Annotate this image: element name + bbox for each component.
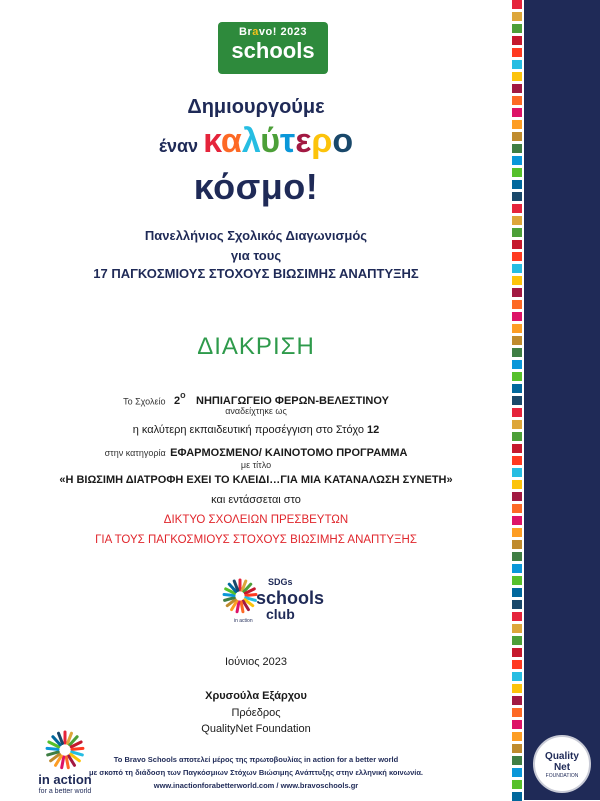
sdg-strip-segment xyxy=(512,612,522,621)
sdg-strip-segment xyxy=(512,144,522,153)
sdg-strip-segment xyxy=(512,408,522,417)
sdg-strip-segment xyxy=(512,456,522,465)
sdg-strip-segment xyxy=(512,684,522,693)
sdg-strip-segment xyxy=(512,432,522,441)
project-title: «Η ΒΙΩΣΙΜΗ ΔΙΑΤΡΟΦΗ ΕΧΕΙ ΤΟ ΚΛΕΙΔΙ…ΓΙΑ ΜΙΑ ΚΑΤΑΝΑΛΩΣΗ ΣΥΝΕΤΗ» xyxy=(59,474,453,486)
distinguished-as: αναδείχτηκε ως xyxy=(225,406,287,416)
in-action-logo: in action for a better world xyxy=(30,728,100,796)
sdg-strip-segment xyxy=(512,24,522,33)
in-action-wheel-icon xyxy=(45,730,85,770)
sdg-strip-segment xyxy=(512,468,522,477)
sdg-strip-segment xyxy=(512,480,522,489)
sdg-strip-segment xyxy=(512,660,522,669)
sdg-strip-segment xyxy=(512,552,522,561)
sdg-strip-segment xyxy=(512,60,522,69)
sdg-strip-segment xyxy=(512,516,522,525)
competition-line-2: για τους xyxy=(230,248,282,263)
sdg-strip-segment xyxy=(512,708,522,717)
navy-side-bar xyxy=(524,0,600,800)
footer-line-2: με σκοπό τη διάδοση των Παγκόσμιων Στόχων Βιώσιμης Ανάπτυξης στην ελληνική κοινωνία. xyxy=(88,768,424,777)
sdg-strip-segment xyxy=(512,576,522,585)
sdg-strip-segment xyxy=(512,288,522,297)
sdg-strip-segment xyxy=(512,12,522,21)
category-line: στην κατηγορία ΕΦΑΡΜΟΣΜΕΝΟ/ ΚΑΙΝΟΤΟΜΟ ΠΡΟΓΡΑΜΜΑ xyxy=(104,447,408,459)
sdg-strip-segment xyxy=(512,696,522,705)
sdg-strip-segment xyxy=(512,636,522,645)
sdg-strip-segment xyxy=(512,264,522,273)
sdg-strip-segment xyxy=(512,168,522,177)
sdg-strip-segment xyxy=(512,300,522,309)
sdg-strip-segment xyxy=(512,624,522,633)
headline-line-1: Δημιουργούμε xyxy=(187,96,325,118)
sdg-strip-segment xyxy=(512,132,522,141)
sdg-strip-segment xyxy=(512,312,522,321)
sdg-strip-segment xyxy=(512,120,522,129)
sdg-strip-segment xyxy=(512,36,522,45)
bravo-schools-logo: Bravo! 2023 schools xyxy=(218,22,328,74)
signatory-name: Χρυσούλα Εξάρχου xyxy=(205,690,307,702)
sdg-strip-segment xyxy=(512,492,522,501)
sdg-strip-segment xyxy=(512,564,522,573)
sdg-strip-segment xyxy=(512,360,522,369)
sdg-strip-segment xyxy=(512,108,522,117)
sdg-strip-segment xyxy=(512,756,522,765)
sdg-strip-segment xyxy=(512,336,522,345)
sdg-strip-segment xyxy=(512,384,522,393)
sdg-strip-segment xyxy=(512,216,522,225)
sdg-strip-segment xyxy=(512,228,522,237)
headline-line-2: έναν καλύτερο xyxy=(158,122,354,160)
sdg-strip-segment xyxy=(512,672,522,681)
award-title: ΔΙΑΚΡΙΣΗ xyxy=(197,333,315,360)
signatory-org: QualityNet Foundation xyxy=(201,723,311,735)
sdg-strip-segment xyxy=(512,780,522,789)
sdg-strip-segment xyxy=(512,528,522,537)
sdg-strip-segment xyxy=(512,444,522,453)
sdg-strip-segment xyxy=(512,648,522,657)
sdg-strip-segment xyxy=(512,48,522,57)
sdg-wheel-icon xyxy=(222,574,258,618)
sdg-color-strip xyxy=(512,0,522,800)
sdg-strip-segment xyxy=(512,396,522,405)
signatory-role: Πρόεδρος xyxy=(231,707,281,719)
sdg-strip-segment xyxy=(512,276,522,285)
sdg-strip-segment xyxy=(512,240,522,249)
sdg-strip-segment xyxy=(512,252,522,261)
school-line: Το Σχολείο $2^o$ ΝΗΠΙΑΓΩΓΕΙΟ ΦΕΡΩΝ-ΒΕΛΕΣΤΙΝΟΥ xyxy=(123,390,389,408)
competition-line-1: Πανελλήνιος Σχολικός Διαγωνισμός xyxy=(144,228,368,243)
sdg-strip-segment xyxy=(512,192,522,201)
sdg-strip-segment xyxy=(512,96,522,105)
sdg-strip-segment xyxy=(512,420,522,429)
sdg-strip-segment xyxy=(512,348,522,357)
competition-line-3: 17 ΠΑΓΚΟΣΜΙΟΥΣ ΣΤΟΧΟΥΣ ΒΙΩΣΙΜΗΣ ΑΝΑΠΤΥΞΗΣ xyxy=(93,266,419,281)
sdg-strip-segment xyxy=(512,0,522,9)
sdg-strip-segment xyxy=(512,600,522,609)
footer-links[interactable]: www.inactionforabetterworld.com / www.bravoschools.gr xyxy=(153,781,359,790)
footer-line-1: Το Bravo Schools αποτελεί μέρος της πρωτοβουλίας in action for a better world xyxy=(113,755,399,764)
sdg-strip-segment xyxy=(512,72,522,81)
sdg-strip-segment xyxy=(512,372,522,381)
network-line-1: ΔΙΚΤΥΟ ΣΧΟΛΕΙΩΝ ΠΡΕΣΒΕΥΤΩΝ xyxy=(163,514,349,526)
sdg-strip-segment xyxy=(512,744,522,753)
network-line-2: ΓΙΑ ΤΟΥΣ ΠΑΓΚΟΣΜΙΟΥΣ ΣΤΟΧΟΥΣ ΒΙΩΣΙΜΗΣ ΑΝΑΠΤΥΞΗΣ xyxy=(95,534,417,546)
sdg-strip-segment xyxy=(512,324,522,333)
titled-label: με τίτλο xyxy=(240,460,272,470)
sdg-strip-segment xyxy=(512,180,522,189)
sdg-strip-segment xyxy=(512,84,522,93)
sdg-strip-segment xyxy=(512,720,522,729)
sdgs-schools-club-logo: SDGs schools club in action xyxy=(222,574,322,630)
headline-line-3: κόσμο! xyxy=(193,166,319,207)
sdg-strip-segment xyxy=(512,768,522,777)
sdg-strip-segment xyxy=(512,588,522,597)
qualitynet-foundation-logo: Quality Net FOUNDATION xyxy=(533,735,591,793)
sdg-strip-segment xyxy=(512,540,522,549)
included-line: και εντάσσεται στο xyxy=(211,494,301,506)
sdg-strip-segment xyxy=(512,504,522,513)
rainbow-word: καλύτερο xyxy=(203,122,354,160)
sdg-strip-segment xyxy=(512,204,522,213)
date: Ιούνιος 2023 xyxy=(224,656,288,668)
best-approach-line: η καλύτερη εκπαιδευτική προσέγγιση στο Στόχο 12 xyxy=(132,424,380,436)
sdg-strip-segment xyxy=(512,156,522,165)
sdg-strip-segment xyxy=(512,732,522,741)
